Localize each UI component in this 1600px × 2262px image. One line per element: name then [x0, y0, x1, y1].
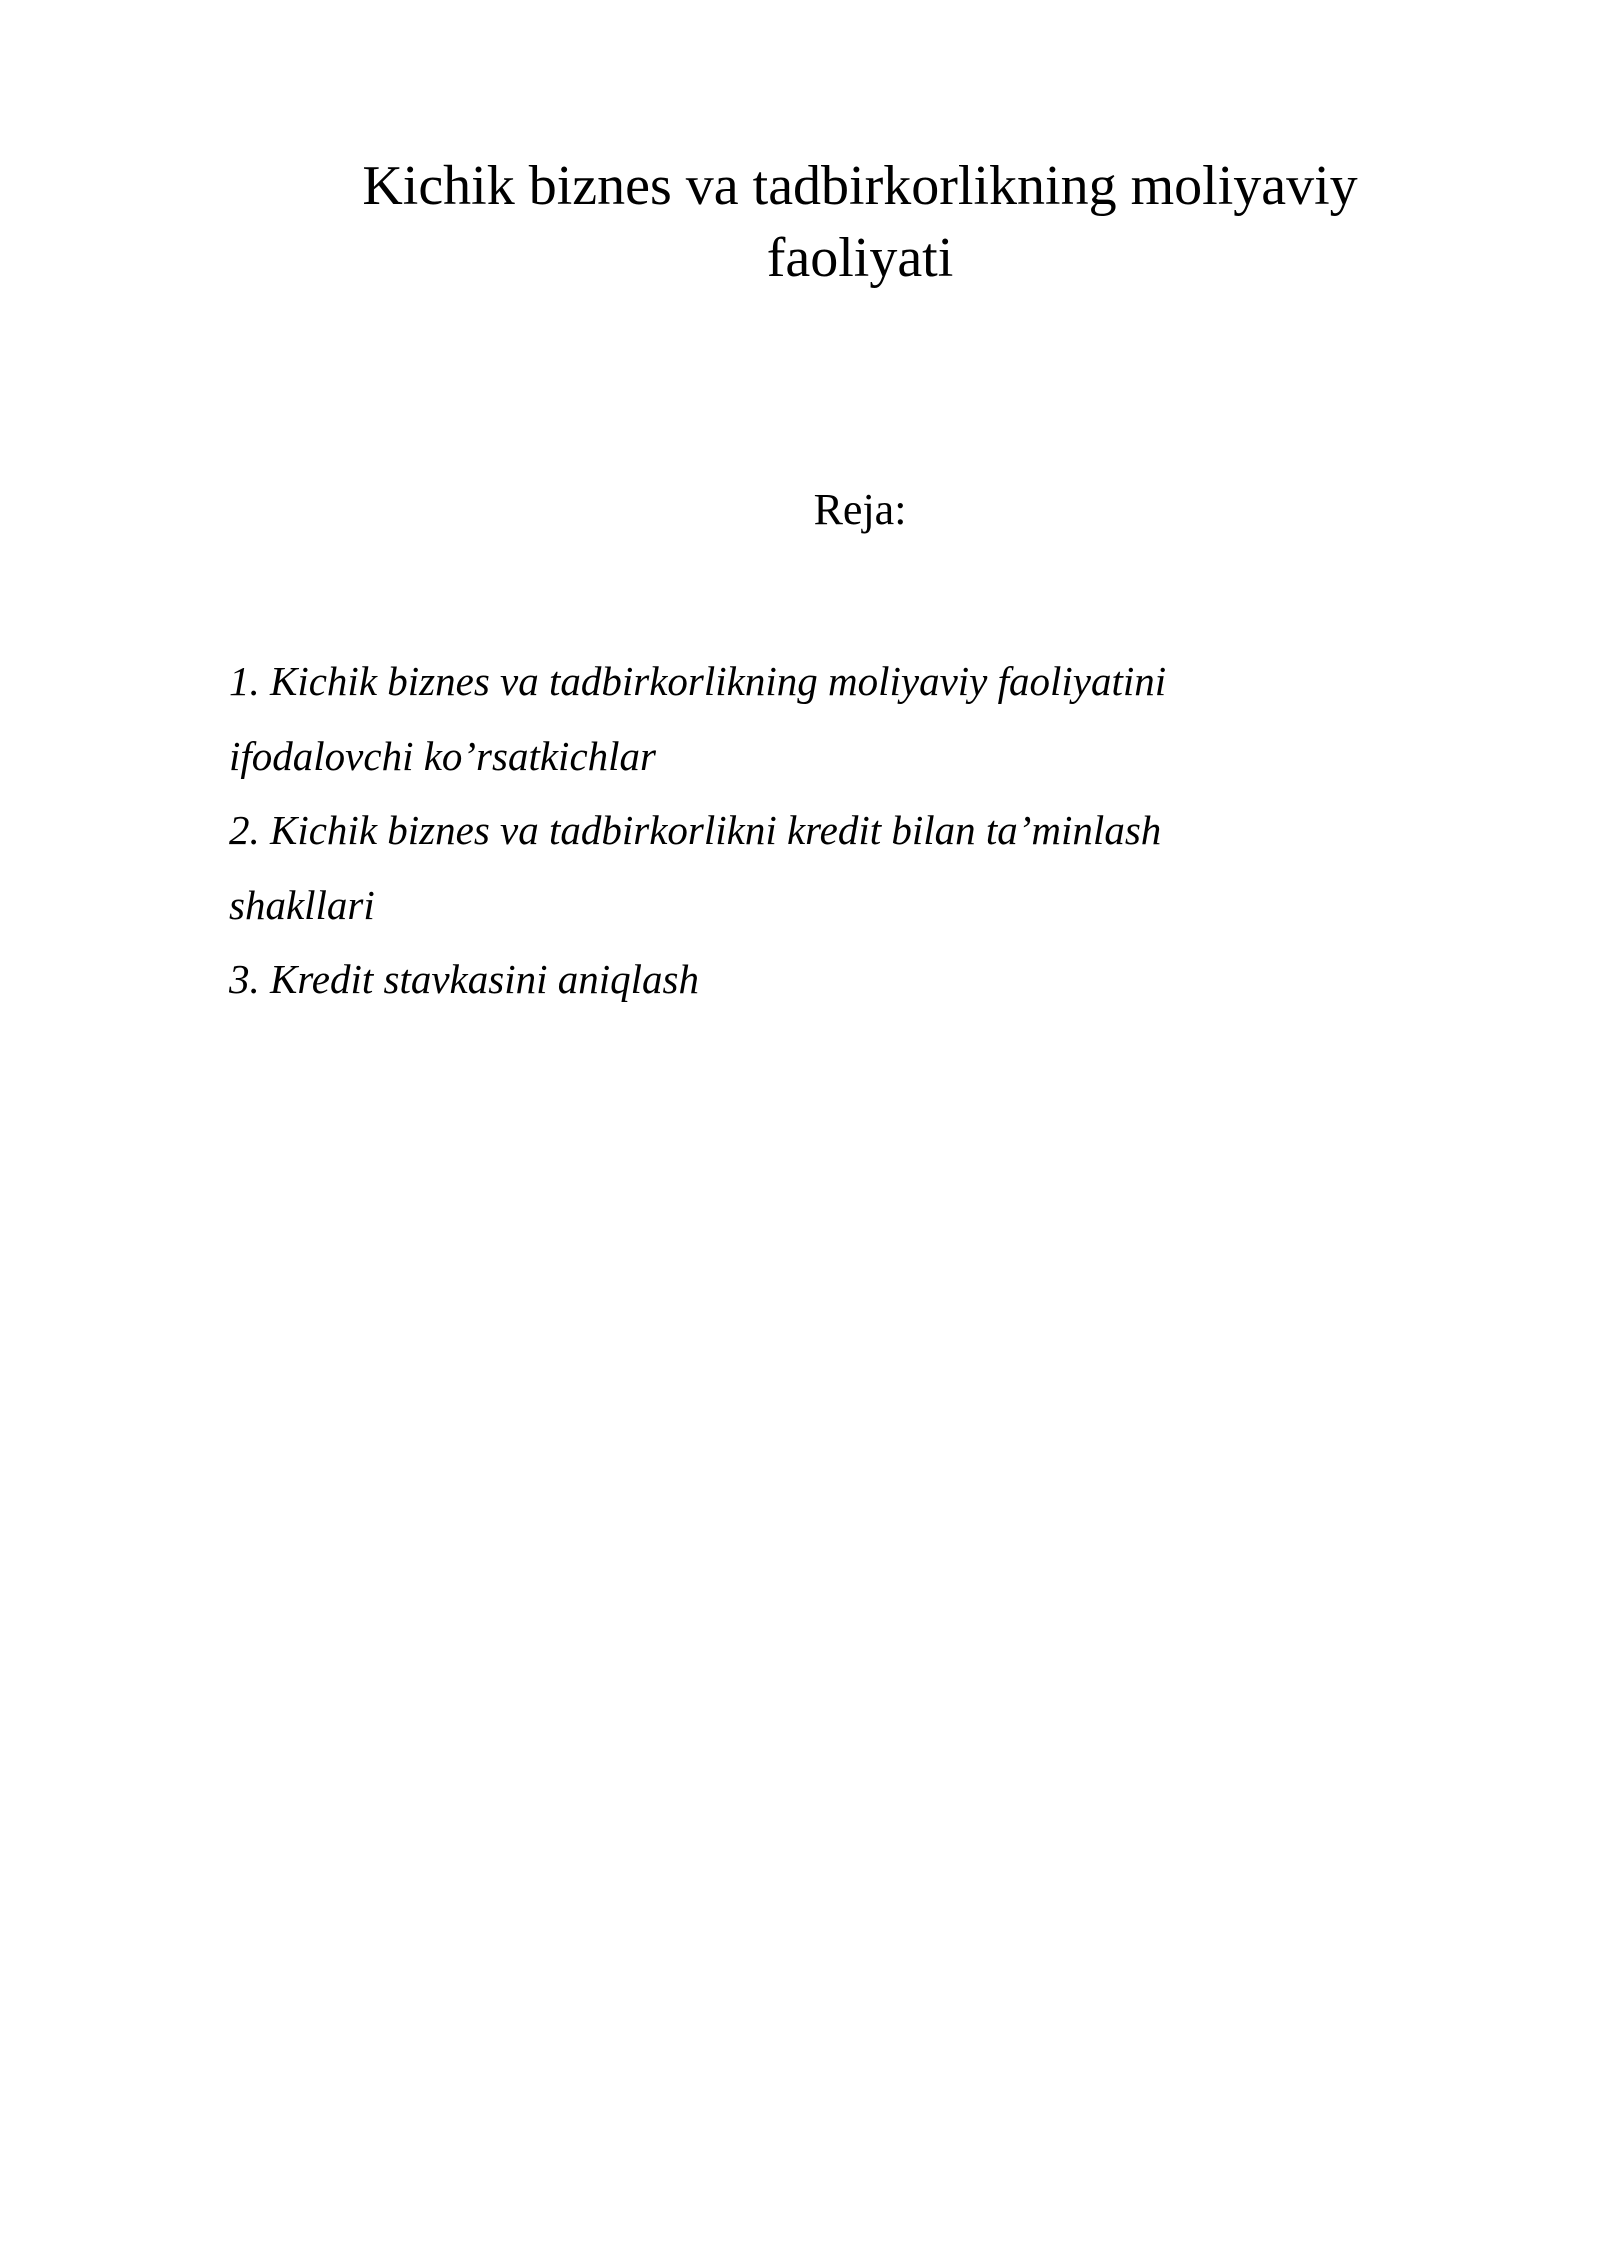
- plan-item-number: 1.: [229, 658, 260, 704]
- document-title: Kichik biznes va tadbirkorlikning moliyaviy faoliyati: [362, 155, 1358, 289]
- plan-heading: Reja:: [813, 485, 907, 534]
- plan-item-text: Kichik biznes va tadbirkorlikni kredit bilan ta’minlash shakllari: [229, 807, 1162, 928]
- plan-item: [229, 644, 1269, 793]
- plan-item-text: Kichik biznes va tadbirkorlikning moliyaviy faoliyatini ifodalovchi ko’rsatkichlar: [229, 658, 1167, 779]
- plan-item: [229, 942, 1269, 1017]
- plan-item-number: 3.: [229, 956, 260, 1002]
- plan-item-number: 2.: [229, 807, 260, 853]
- plan-item: [229, 793, 1269, 942]
- plan-list: [229, 644, 1269, 1017]
- plan-item-text: Kredit stavkasini aniqlash: [270, 956, 699, 1002]
